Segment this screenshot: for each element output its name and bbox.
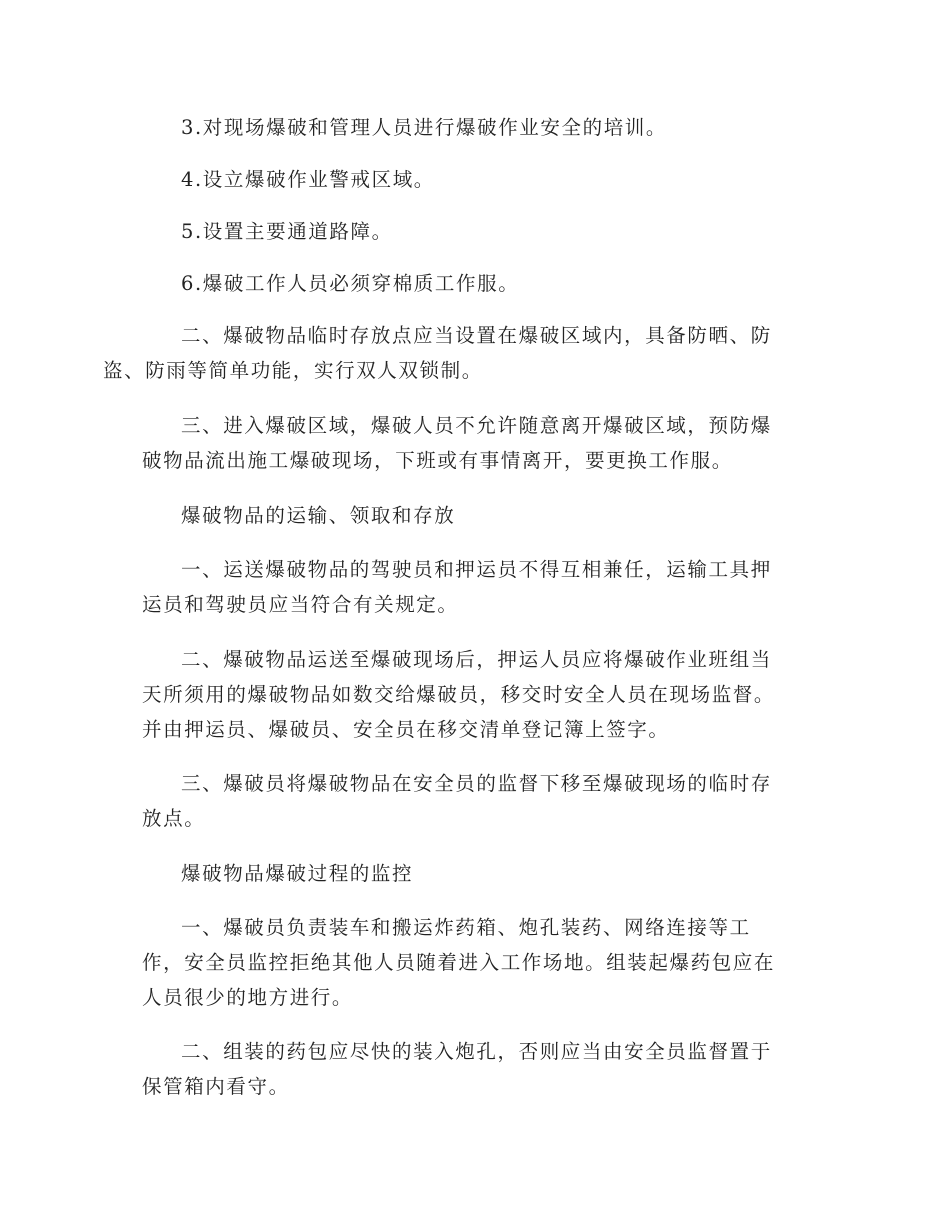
paragraph-line: 3.对现场爆破和管理人员进行爆破作业安全的培训。	[181, 116, 668, 139]
paragraph-line: 并由押运员、爆破员、安全员在移交清单登记簿上签字。	[142, 718, 670, 741]
paragraph-line: 6.爆破工作人员必须穿棉质工作服。	[181, 272, 520, 295]
paragraph-line: 破物品流出施工爆破现场，下班或有事情离开，要更换工作服。	[142, 449, 733, 472]
paragraph-line: 5.设置主要通道路障。	[181, 220, 393, 243]
paragraph-handover	[142, 642, 808, 747]
paragraph-entering-area	[142, 408, 808, 478]
paragraph-line: 爆破物品的运输、领取和存放	[181, 504, 456, 527]
paragraph-line: 天所须用的爆破物品如数交给爆破员，移交时安全人员在现场监督。	[142, 683, 776, 706]
paragraph-line: 人员很少的地方进行。	[142, 986, 354, 1009]
paragraph-line: 放点。	[142, 807, 206, 830]
paragraph-line: 盗、防雨等简单功能，实行双人双锁制。	[103, 359, 483, 382]
paragraph-line: 作，安全员监控拒绝其他人员随着进入工作场地。组装起爆药包应在	[142, 951, 776, 974]
paragraph-roadblock	[142, 214, 808, 249]
paragraph-line: 保管箱内看守。	[142, 1075, 290, 1098]
paragraph-line: 二、爆破物品运送至爆破现场后，押运人员应将爆破作业班组当	[181, 648, 772, 671]
paragraph-charge-holes	[142, 1034, 808, 1104]
paragraph-line: 一、爆破员负责装车和搬运炸药箱、炮孔装药、网络连接等工	[181, 916, 751, 939]
paragraph-cotton-clothing	[142, 266, 808, 301]
paragraph-loading-work	[142, 910, 808, 1015]
paragraph-line: 三、进入爆破区域，爆破人员不允许随意离开爆破区域，预防爆	[181, 414, 772, 437]
paragraph-training	[142, 110, 808, 145]
paragraph-line: 爆破物品爆破过程的监控	[181, 862, 414, 885]
paragraph-move-to-site	[142, 766, 808, 836]
section-heading-monitoring	[142, 856, 808, 891]
paragraph-line: 4.设立爆破作业警戒区域。	[181, 168, 435, 191]
paragraph-line: 二、组装的药包应尽快的装入炮孔，否则应当由安全员监督置于	[181, 1040, 772, 1063]
paragraph-temporary-storage	[103, 318, 808, 388]
paragraph-warning-zone	[142, 162, 808, 197]
paragraph-line: 一、运送爆破物品的驾驶员和押运员不得互相兼任，运输工具押	[181, 558, 772, 581]
paragraph-driver-escort	[142, 552, 808, 622]
section-heading-transport	[142, 498, 808, 533]
paragraph-line: 运员和驾驶员应当符合有关规定。	[142, 593, 459, 616]
paragraph-line: 二、爆破物品临时存放点应当设置在爆破区域内，具备防晒、防	[181, 324, 772, 347]
paragraph-line: 三、爆破员将爆破物品在安全员的监督下移至爆破现场的临时存	[181, 772, 772, 795]
